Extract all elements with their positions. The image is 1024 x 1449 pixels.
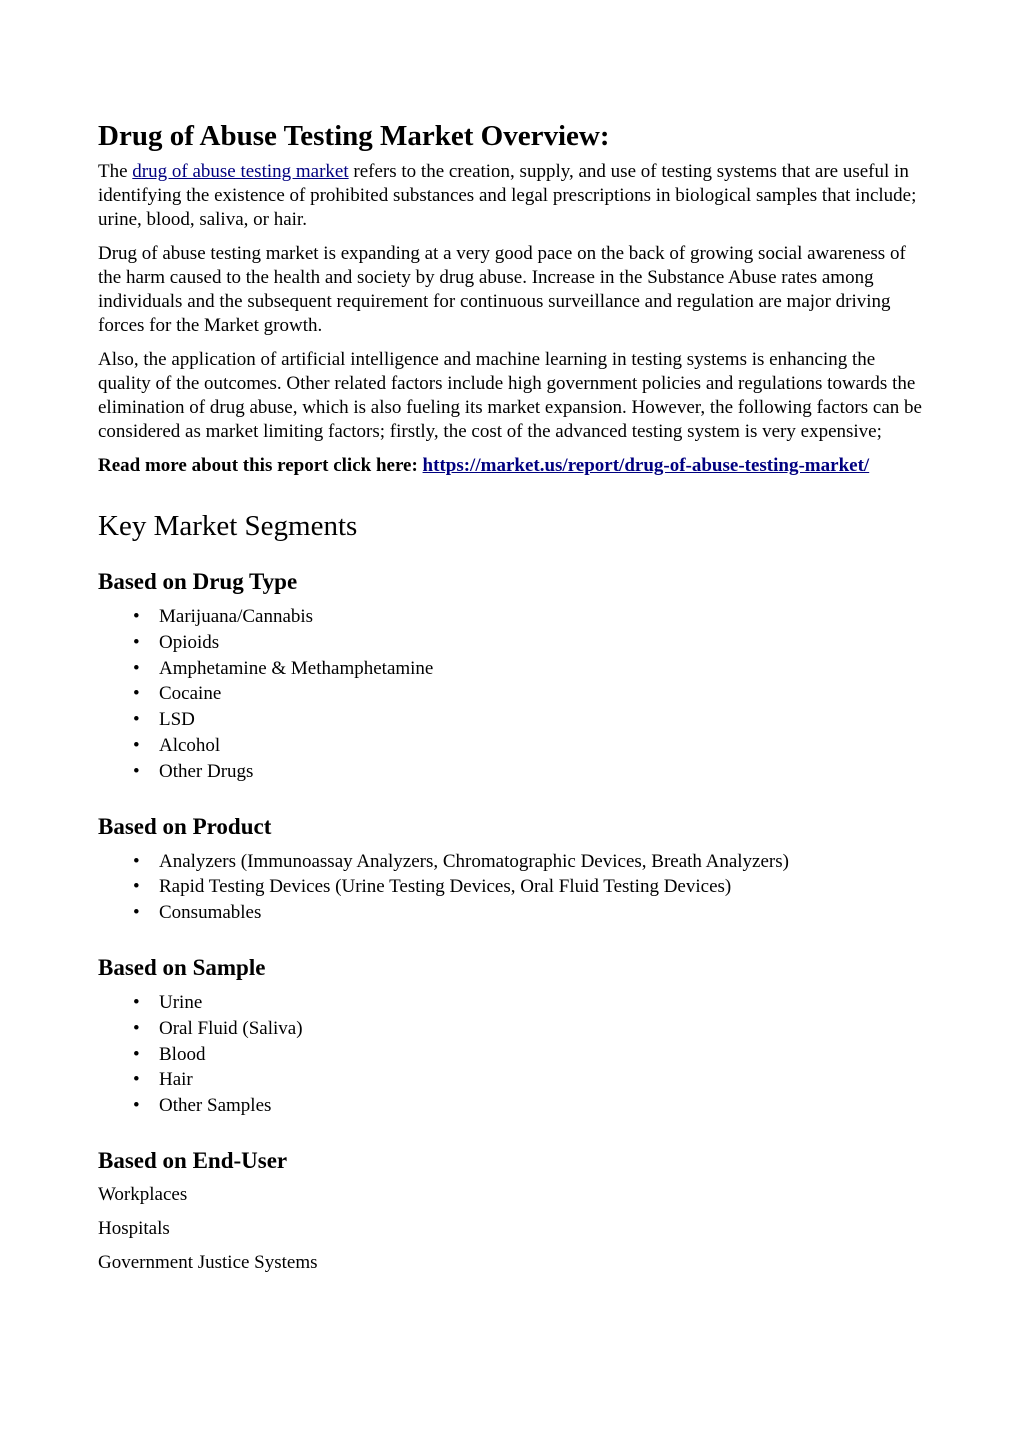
overview-paragraph-2: Drug of abuse testing market is expanding at a very good pace on the back of growing social awareness of the harm caused to the health and society by drug abuse. Increase in the Substance Abuse rates among individuals and the subsequent requirement for continuous surveillance and regulation are major driving forces for the Market growth. [98, 243, 906, 336]
product-list [98, 849, 928, 926]
market-link[interactable]: drug of abuse testing market [132, 161, 349, 182]
drug-type-heading: Based on Drug Type [98, 569, 298, 594]
list-item: • Alcohol [159, 733, 928, 759]
overview-paragraph-1 [98, 160, 928, 232]
list-item: • Rapid Testing Devices (Urine Testing Devices, Oral Fluid Testing Devices) [159, 874, 928, 900]
list-item: • Consumables [159, 900, 928, 926]
paragraph-1-suffix: refers to the creation, supply, and use of testing systems that are useful in identifying the existence of prohibited substances and legal prescriptions in biological samples that include; urine, blood, saliva, or hair. [98, 161, 917, 230]
overview-paragraph-3: Also, the application of artificial intelligence and machine learning in testing systems is enhancing the quality of the outcomes. Other related factors include high government policies and regulations towards the elimination of drug abuse, which is also fueling its market expansion. However, the following factors can be considered as market limiting factors; firstly, the cost of the advanced testing system is very expensive; [98, 349, 922, 442]
report-url-link[interactable]: https://market.us/report/drug-of-abuse-testing-market/ [422, 455, 870, 476]
end-user-list [98, 1183, 928, 1275]
list-item: • Other Drugs [159, 759, 928, 785]
list-item: • Urine [159, 990, 928, 1016]
read-more-line [98, 454, 928, 478]
paragraph-1-prefix: The [98, 161, 133, 182]
list-item: • LSD [159, 707, 928, 733]
list-item: • Other Samples [159, 1093, 928, 1119]
list-item: • Analyzers (Immunoassay Analyzers, Chromatographic Devices, Breath Analyzers) [159, 849, 928, 875]
product-heading: Based on Product [98, 813, 272, 839]
end-user-heading: Based on End-User [98, 1147, 288, 1173]
list-item: • Blood [159, 1042, 928, 1068]
list-item: • Opioids [159, 630, 928, 656]
read-more-label: Read more about this report click here: [98, 455, 423, 476]
drug-type-list [98, 604, 928, 785]
list-item: • Marijuana/Cannabis [159, 604, 928, 630]
sample-heading: Based on Sample [98, 954, 266, 980]
list-item: Hospitals [98, 1217, 170, 1239]
list-item: Workplaces [98, 1183, 188, 1205]
segments-title: Key Market Segments [98, 510, 358, 542]
list-item: • Hair [159, 1067, 928, 1093]
overview-title: Drug of Abuse Testing Market Overview: [98, 120, 610, 152]
document-page [98, 118, 928, 1285]
list-item: • Amphetamine & Methamphetamine [159, 656, 928, 682]
list-item: • Oral Fluid (Saliva) [159, 1016, 928, 1042]
sample-list [98, 990, 928, 1119]
list-item: Government Justice Systems [98, 1251, 318, 1273]
list-item: • Cocaine [159, 681, 928, 707]
